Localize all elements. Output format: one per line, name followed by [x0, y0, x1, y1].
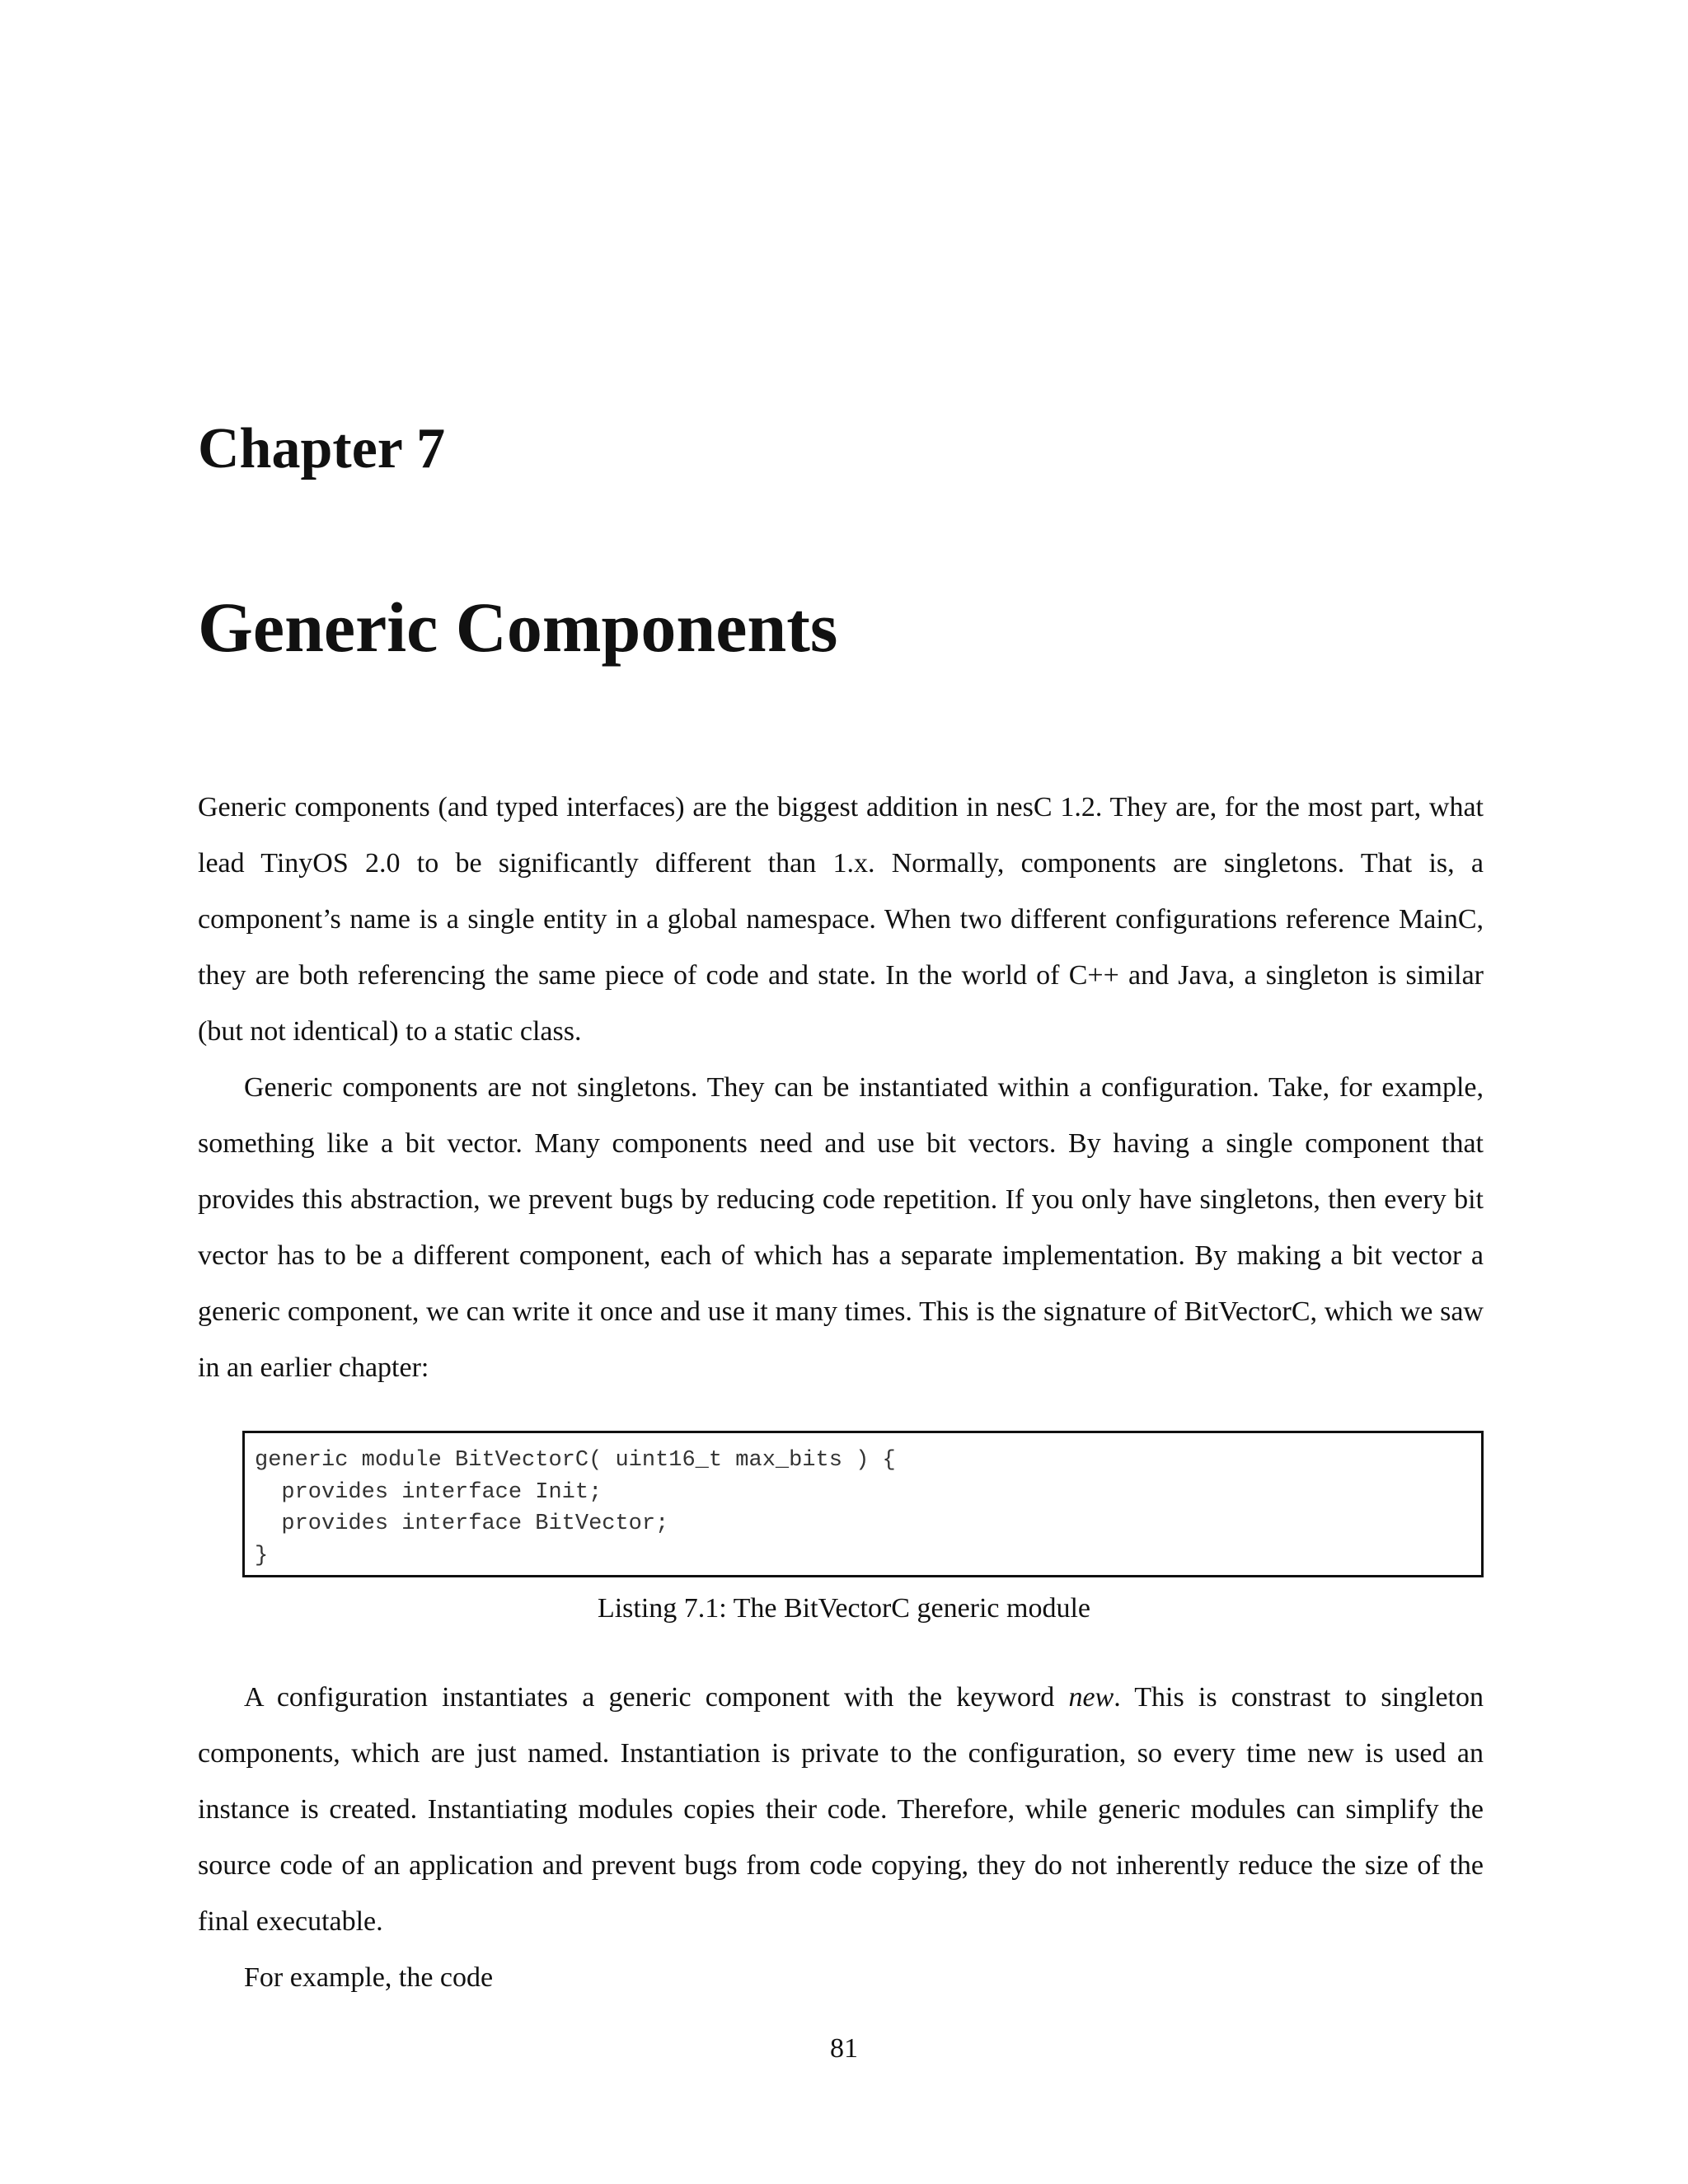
paragraph-text: A configuration instantiates a generic component with the keyword — [244, 1682, 1069, 1713]
code-line: generic module BitVectorC( uint16_t max_bits ) { — [255, 1448, 896, 1473]
code-line: } — [255, 1543, 269, 1568]
paragraph-instantiation — [198, 1670, 1484, 1950]
paragraph-generic-components: Generic components are not singletons. They can be instantiated within a configuration. Take, for example, something like a bit vector. Many components need and use bit vectors. By having a single component that provides this abstraction, we prevent bugs by reducing code repetition. If you only have singletons, then every bit vector has to be a different component, each of which has a separate implementation. By making a bit vector a generic component, we can write it once and use it many times. This is the signature of BitVectorC, which we saw in an earlier chapter: — [198, 1072, 1484, 1383]
code-line: provides interface Init; — [255, 1479, 603, 1505]
page-number: 81 — [830, 2033, 858, 2064]
paragraph-example: For example, the code — [244, 1962, 494, 1993]
code-line: provides interface BitVector; — [255, 1511, 669, 1536]
code-listing — [242, 1431, 1484, 1577]
chapter-label: Chapter 7 — [198, 417, 446, 480]
paragraph-text: . This is constrast to singleton components, which are just named. Instantiation is private to the configuration, so every time new is used an instance is created. Instantiating modules copies their code. Therefore, while generic modules can simplify the source code of an application and prevent bugs from code copying, they do not inherently reduce the size of the final executable. — [198, 1682, 1484, 1937]
keyword-new: new — [1068, 1682, 1114, 1713]
listing-caption: Listing 7.1: The BitVectorC generic module — [597, 1593, 1091, 1624]
paragraph-intro: Generic components (and typed interfaces) are the biggest addition in nesC 1.2. They are, for the most part, what lead TinyOS 2.0 to be significantly different than 1.x. Normally, components are singletons. That is, a component’s name is a single entity in a global namespace. When two different configurations reference MainC, they are both referencing the same piece of code and state. In the world of C++ and Java, a singleton is similar (but not identical) to a static class. — [198, 792, 1484, 1047]
chapter-title: Generic Components — [198, 588, 838, 667]
